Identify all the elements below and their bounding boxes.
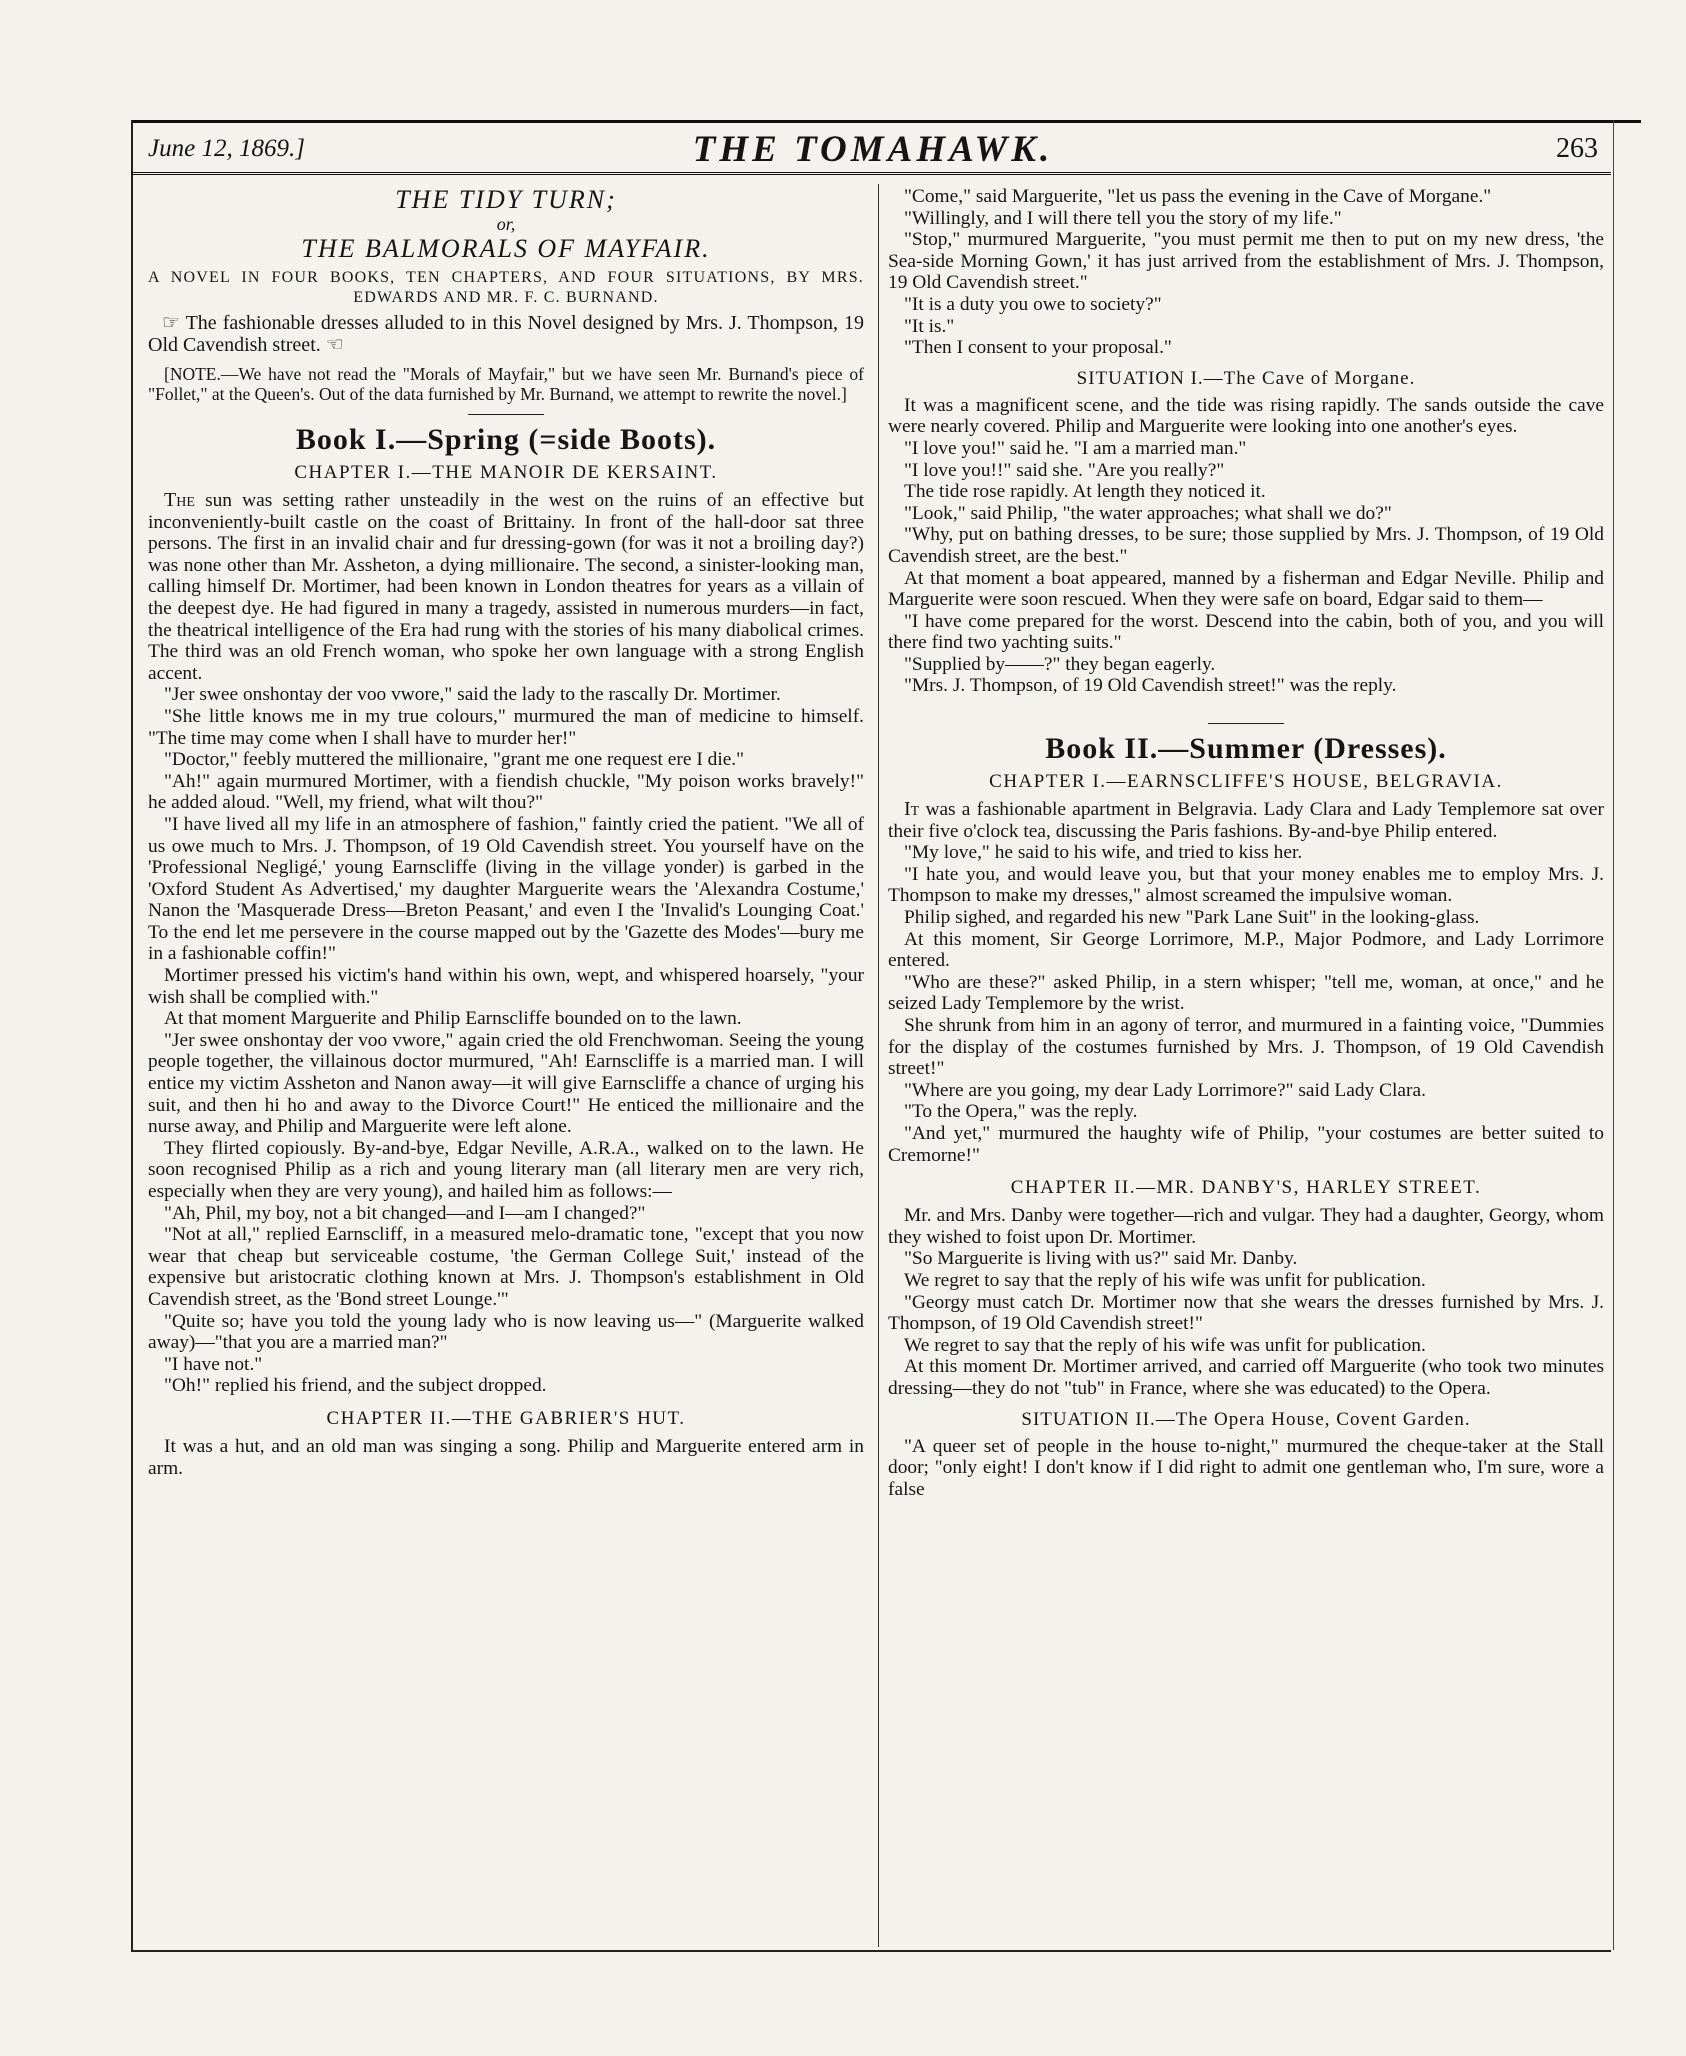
novel-byline: A NOVEL IN FOUR BOOKS, TEN CHAPTERS, AND FOUR SITUATIONS, BY MRS. EDWARDS AND MR. F. C. BURNAND. — [148, 269, 864, 306]
chapter-heading: CHAPTER I.—THE MANOIR DE KERSAINT. — [294, 462, 718, 483]
lead-word: It — [904, 798, 920, 821]
paragraph: "Who are these?" asked Philip, in a stern whisper; "tell me, woman, at once," and he seized Lady Templemore by the wrist. — [888, 971, 1604, 1015]
situation-heading: SITUATION II.—The Opera House, Covent Garden. — [1021, 1408, 1471, 1430]
paragraph: At that moment Marguerite and Philip Earnscliffe bounded on to the lawn. — [164, 1008, 742, 1030]
fashion-notice: ☞ The fashionable dresses alluded to in this Novel designed by Mrs. J. Thompson, 19 Old Cavendish street. ☜ — [148, 312, 864, 356]
paragraph: "A queer set of people in the house to-night," murmured the cheque-taker at the Stall door; "only eight! I don't know if I did right to admit one gentleman who, I'm sure, wore a false — [888, 1435, 1604, 1500]
paragraph: "Why, put on bathing dresses, to be sure; those supplied by Mrs. J. Thompson, of 19 Old Cavendish street, are the best." — [888, 524, 1604, 567]
paragraph: "Ah, Phil, my boy, not a bit changed—and I—am I changed?" — [164, 1202, 646, 1224]
page-bottom-rule — [131, 1950, 1611, 1952]
paragraph: "And yet," murmured the haughty wife of Philip, "your costumes are better suited to Cremorne!" — [888, 1122, 1604, 1166]
paragraph: "I hate you, and would leave you, but that your money enables me to employ Mrs. J. Thompson to make my dresses," almost screamed the impulsive woman. — [888, 863, 1604, 907]
paragraph: "Jer swee onshontay der voo vwore," again cried the old Frenchwoman. Seeing the young people together, the villainous doctor murmured, "Ah! Earnscliffe is a married man. I will entice my victim Assheton and Nanon away—it will give Earnscliffe a chance of urging his suit, and then hi ho and away to the Divorce Court!" He enticed the millionaire and the nurse away, and Philip and Marguerite were left alone. — [148, 1029, 864, 1138]
right-column — [888, 186, 1604, 1946]
chapter-heading: CHAPTER II.—MR. DANBY'S, HARLEY STREET. — [1010, 1177, 1482, 1199]
section-rule — [468, 414, 544, 415]
paragraph: They flirted copiously. By-and-bye, Edgar Neville, A.R.A., walked on to the lawn. He soon recognised Philip as a rich and young literary man (all literary men are very rich, especially when they are very young), and hailed him as follows:— — [148, 1137, 864, 1202]
paragraph: "Doctor," feebly muttered the millionaire, "grant me one request ere I die." — [164, 749, 745, 771]
left-column — [148, 186, 864, 1946]
paragraph: "I love you!" said he. "I am a married man." — [904, 437, 1247, 459]
book-two-title: Book II.—Summer (Dresses). — [1045, 732, 1447, 766]
paragraph: Mr. and Mrs. Danby were together—rich and vulgar. They had a daughter, Georgy, whom they wished to foist upon Dr. Mortimer. — [888, 1205, 1604, 1248]
issue-date: June 12, 1869.] — [148, 135, 305, 162]
paragraph: sun was setting rather unsteadily in the west on the ruins of an effective but inconveniently-built castle on the coast of Brittainy. In front of the hall-door sat three persons. The first in an invalid chair and fur dressing-gown (for was it not a broiling day?) was none other than Mr. Assheton, a dying millionaire. The second, a sinister-looking man, calling himself Dr. Mortimer, had been known in London theatres for years as a villain of the deepest dye. He had figured in many a tragedy, assisted in numerous murders—in fact, the theatrical intelligence of the Era had rung with the stories of his many diabolical crimes. The third was an old French woman, who spoke her own language with a strong English accent. — [148, 490, 864, 684]
paragraph: "Ah!" again murmured Mortimer, with a fiendish chuckle, "My poison works bravely!" he added aloud. "Well, my friend, what wilt thou?" — [148, 770, 864, 814]
paragraph: "Where are you going, my dear Lady Lorrimore?" said Lady Clara. — [904, 1079, 1426, 1101]
paragraph: We regret to say that the reply of his wife was unfit for publication. — [904, 1269, 1426, 1291]
paragraph: "Oh!" replied his friend, and the subject dropped. — [164, 1375, 547, 1397]
running-header — [148, 128, 1598, 170]
paragraph: "Quite so; have you told the young lady who is now leaving us—" (Marguerite walked away)—"that you are a married man?" — [148, 1310, 864, 1354]
paragraph: was a fashionable apartment in Belgravia. Lady Clara and Lady Templemore sat over their five o'clock tea, discussing the Paris fashions. By-and-bye Philip entered. — [888, 799, 1604, 842]
publication-title: THE TOMAHAWK. — [692, 128, 1054, 170]
paragraph: We regret to say that the reply of his wife was unfit for publication. — [904, 1334, 1426, 1356]
paragraph: "Come," said Marguerite, "let us pass the evening in the Cave of Morgane." — [904, 186, 1492, 207]
paragraph: Philip sighed, and regarded his new "Park Lane Suit" in the looking-glass. — [904, 907, 1480, 929]
paragraph: "Not at all," replied Earnscliff, in a measured melo-dramatic tone, "except that you now wear that cheap but serviceable costume, 'the German College Suit,' instead of the expensive but aristocratic clothing known at Mrs. J. Thompson's establishment in Old Cavendish street, as the 'Bond street Lounge.'" — [148, 1224, 864, 1310]
chapter-heading: CHAPTER I.—EARNSCLIFFE'S HOUSE, BELGRAVIA. — [989, 771, 1503, 793]
paragraph: It was a hut, and an old man was singing a song. Philip and Marguerite entered arm in arm. — [148, 1435, 864, 1479]
paragraph: "It is." — [904, 315, 955, 337]
paragraph: "I have lived all my life in an atmosphere of fashion," faintly cried the patient. "We all of us owe much to Mrs. J. Thompson, of 19 Old Cavendish street. You yourself have on the 'Professional Negligé,' young Earnscliffe (living in the village yonder) is garbed in the 'Oxford Student As Advertised,' my daughter Marguerite wears the 'Alexandra Costume,' Nanon the 'Masquerade Dress—Breton Peasant,' and even I the 'Invalid's Lounging Coat.' To the end let me persevere in the course mapped out by the 'Gazette des Modes'—bury me in a fashionable coffin!" — [148, 813, 864, 965]
book-one-title: Book I.—Spring (=side Boots). — [295, 423, 717, 456]
editorial-note: [NOTE.—We have not read the "Morals of Mayfair," but we have seen Mr. Burnand's piece of "Follet," at the Queen's. Out of the data furnished by Mr. Burnand, we attempt to rewrite the novel.] — [148, 364, 864, 404]
paragraph: "Mrs. J. Thompson, of 19 Old Cavendish street!" was the reply. — [904, 675, 1397, 697]
paragraph: "I love you!!" said she. "Are you really?" — [904, 459, 1225, 481]
paragraph: "My love," he said to his wife, and tried to kiss her. — [904, 842, 1303, 864]
paragraph: "Stop," murmured Marguerite, "you must permit me then to put on my new dress, 'the Sea-side Morning Gown,' it has just arrived from the establishment of Mrs. J. Thompson, 19 Old Cavendish street." — [888, 229, 1604, 294]
paragraph: "She little knows me in my true colours," murmured the man of medicine to himself. "The time may come when I shall have to murder her!" — [148, 705, 864, 749]
page-number: 263 — [1556, 133, 1598, 164]
paragraph: It was a magnificent scene, and the tide was rising rapidly. The sands outside the cave were nearly covered. Philip and Marguerite were looking into one another's eyes. — [888, 394, 1604, 438]
paragraph: Mortimer pressed his victim's hand within his own, wept, and whispered hoarsely, "your wish shall be complied with." — [148, 965, 864, 1008]
paragraph: "Jer swee onshontay der voo vwore," said the lady to the rascally Dr. Mortimer. — [164, 684, 781, 706]
paragraph: The tide rose rapidly. At length they noticed it. — [904, 481, 1266, 503]
paragraph: "Look," said Philip, "the water approaches; what shall we do?" — [904, 502, 1392, 524]
paragraph: "So Marguerite is living with us?" said Mr. Danby. — [904, 1248, 1298, 1270]
paragraph: "I have come prepared for the worst. Descend into the cabin, both of you, and you will there find two yachting suits." — [888, 610, 1604, 654]
lead-word: The — [164, 489, 195, 511]
situation-heading: SITUATION I.—The Cave of Morgane. — [1076, 367, 1416, 389]
paragraph: "It is a duty you owe to society?" — [904, 293, 1162, 315]
paragraph: "Willingly, and I will there tell you the story of my life." — [904, 207, 1342, 229]
chapter-heading: CHAPTER II.—THE GABRIER'S HUT. — [326, 1407, 686, 1429]
column-divider — [878, 184, 879, 1947]
paragraph: "Supplied by——?" they began eagerly. — [904, 653, 1216, 675]
paragraph: At that moment a boat appeared, manned by a fisherman and Edgar Neville. Philip and Marguerite were soon rescued. When they were safe on board, Edgar said to them— — [888, 567, 1604, 611]
paragraph: She shrunk from him in an agony of terror, and murmured in a fainting voice, "Dummies for the display of the costumes furnished by Mrs. J. Thompson, of 19 Old Cavendish street!" — [888, 1015, 1604, 1080]
paragraph: "I have not." — [164, 1353, 263, 1375]
paragraph: "To the Opera," was the reply. — [904, 1101, 1138, 1123]
section-rule — [1208, 723, 1284, 724]
header-rule — [131, 172, 1611, 175]
novel-title: THE TIDY TURN; — [395, 186, 617, 214]
paragraph: "Then I consent to your proposal." — [904, 337, 1172, 359]
novel-title-or: or, — [496, 214, 516, 234]
paragraph: At this moment, Sir George Lorrimore, M.P., Major Podmore, and Lady Lorrimore entered. — [888, 928, 1604, 972]
paragraph: "Georgy must catch Dr. Mortimer now that she wears the dresses furnished by Mrs. J. Thompson, of 19 Old Cavendish street!" — [888, 1291, 1604, 1335]
novel-subtitle: THE BALMORALS OF MAYFAIR. — [301, 234, 711, 263]
paragraph: At this moment Dr. Mortimer arrived, and carried off Marguerite (who took two minutes dressing—they do not "tub" in France, where she was educated) to the Opera. — [888, 1356, 1604, 1399]
